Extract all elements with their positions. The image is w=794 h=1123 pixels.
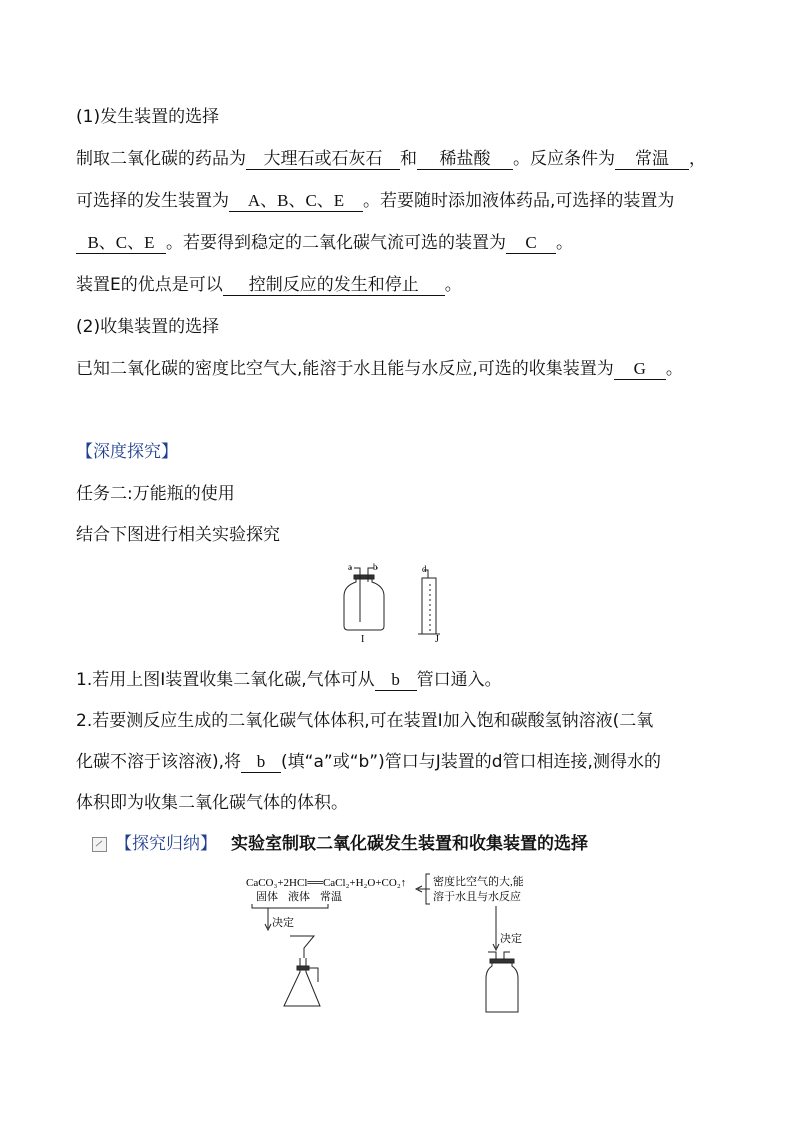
deep-explore-tag: 【深度探究】 xyxy=(76,442,178,462)
question-2-line-2 xyxy=(76,750,661,774)
text: 。若要随时添加液体药品,可选择的装置为 xyxy=(363,191,675,211)
label-a: a xyxy=(348,562,352,572)
answer-blank-drug2: 稀盐酸 xyxy=(417,149,513,170)
answer-blank-condition: 常温 xyxy=(615,149,689,170)
label-b: b xyxy=(373,562,378,572)
decide-right: 决定 xyxy=(500,933,522,945)
answer-blank-advantage: 控制反应的发生和停止 xyxy=(223,275,445,296)
text: 。若要得到稳定的二氧化碳气流可选的装置为 xyxy=(166,233,506,253)
state-liquid: 液体 xyxy=(288,891,310,903)
collector-sentence xyxy=(76,357,683,381)
answer-blank-stable: C xyxy=(506,233,556,254)
text: (填“a”或“b”)管口与J装置的d管口相连接,测得水的 xyxy=(281,752,661,772)
apparatus-figure-ij xyxy=(330,560,470,646)
section-heading-generator: (1)发生装置的选择 xyxy=(76,107,220,127)
answer-blank-addliquid: B、C、E xyxy=(76,233,166,254)
reaction-equation: CaCO₃+2HCl══CaCl₂+H₂O+CO₂↑ xyxy=(246,877,407,889)
text: 。 xyxy=(556,233,573,253)
answer-blank-q1: b xyxy=(375,670,417,691)
text: 和 xyxy=(400,149,417,169)
label-I: I xyxy=(361,634,365,645)
state-solid: 固体 xyxy=(256,891,278,903)
text: 装置E的优点是可以 xyxy=(76,275,223,295)
summary-diagram xyxy=(240,866,560,1018)
stable-flow-sentence xyxy=(76,231,573,255)
text: 。 xyxy=(665,359,683,379)
section-heading-collector: (2)收集装置的选择 xyxy=(76,317,220,337)
text: 可选择的发生装置为 xyxy=(76,191,229,211)
text: 。反应条件为 xyxy=(513,149,615,169)
text: 管口通入。 xyxy=(416,670,502,690)
text: 化碳不溶于该溶液),将 xyxy=(76,752,242,772)
property-line-2: 溶于水且与水反应 xyxy=(433,891,521,903)
advantage-sentence xyxy=(76,273,462,297)
answer-blank-q2: b xyxy=(241,752,281,773)
answer-blank-drug1: 大理石或石灰石 xyxy=(246,149,400,170)
summary-tag: 【探究归纳】 xyxy=(115,834,217,854)
text: 1.若用上图I装置收集二氧化碳,气体可从 xyxy=(76,670,375,690)
generator-sentence xyxy=(76,189,674,213)
text: 制取二氧化碳的药品为 xyxy=(76,149,246,169)
question-2-line-1: 2.若要测反应生成的二氧化碳气体体积,可在装置I加入饱和碳酸氢钠溶液(二氧 xyxy=(76,711,654,731)
task-title: 任务二:万能瓶的使用 xyxy=(76,484,235,504)
summary-title: 实验室制取二氧化碳发生装置和收集装置的选择 xyxy=(231,834,588,854)
question-2-line-3: 体积即为收集二氧化碳气体的体积。 xyxy=(76,793,348,813)
state-room-temp: 常温 xyxy=(320,891,342,903)
label-J: J xyxy=(435,634,439,645)
intro-text: 结合下图进行相关实验探究 xyxy=(76,525,280,545)
text: 。 xyxy=(444,275,462,295)
summary-header xyxy=(92,832,588,856)
property-line-1: 密度比空气的大,能 xyxy=(433,876,524,888)
summary-icon xyxy=(92,837,107,852)
label-d: d xyxy=(422,564,427,574)
answer-blank-collector: G xyxy=(614,359,666,380)
text: 已知二氧化碳的密度比空气大,能溶于水且能与水反应,可选的收集装置为 xyxy=(76,359,614,379)
decide-left: 决定 xyxy=(272,917,294,929)
answer-blank-generators: A、B、C、E xyxy=(229,191,363,212)
text: ， xyxy=(689,149,706,169)
question-1 xyxy=(76,668,502,692)
drug-sentence xyxy=(76,147,706,171)
